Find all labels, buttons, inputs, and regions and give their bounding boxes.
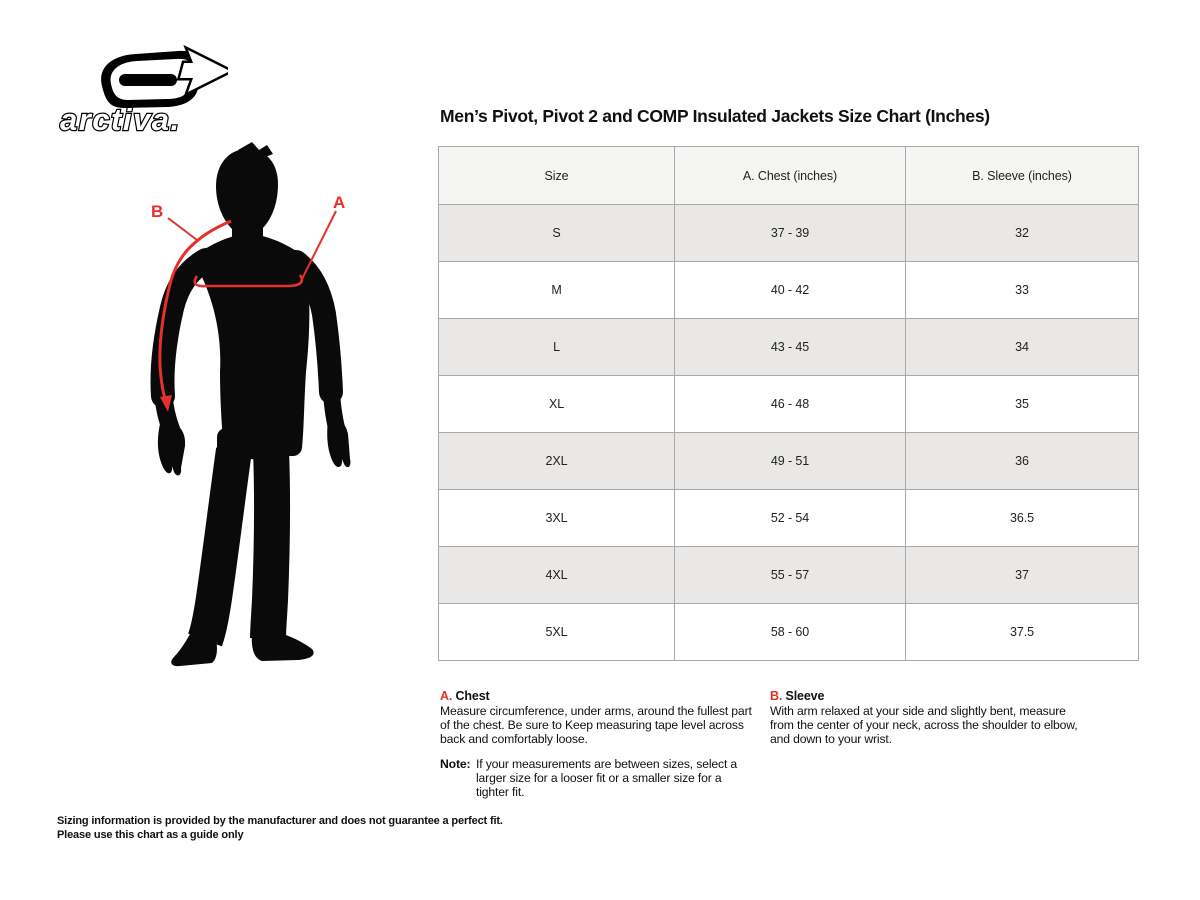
- size-cell: XL: [439, 376, 675, 433]
- sizing-note: [440, 757, 750, 799]
- arctiva-arrow-emblem-icon: [101, 50, 228, 108]
- size-cell: L: [439, 319, 675, 376]
- sleeve-footnote-body: With arm relaxed at your side and slightly bent, measure from the center of your neck, across the shoulder to elbow, and down to your wrist.: [770, 704, 1078, 746]
- note-label: Note:: [440, 757, 471, 771]
- note-body: If your measurements are between sizes, select a larger size for a looser fit or a smaller size for a tighter fit.: [476, 757, 738, 799]
- size-cell: 2XL: [439, 433, 675, 490]
- chest-cell: 40 - 42: [675, 262, 906, 319]
- chest-cell: 37 - 39: [675, 205, 906, 262]
- table-row: [439, 205, 1139, 262]
- figure-label-a: A: [333, 193, 346, 212]
- chest-footnote: [440, 689, 755, 746]
- sleeve-cell: 35: [906, 376, 1139, 433]
- sleeve-pointer-line: [168, 218, 197, 240]
- page-title: Men’s Pivot, Pivot 2 and COMP Insulated Jackets Size Chart (Inches): [440, 106, 990, 126]
- header-size: Size: [439, 147, 675, 205]
- disclaimer: [57, 815, 503, 842]
- disclaimer-line1: Sizing information is provided by the manufacturer and does not guarantee a perfect fit.: [57, 815, 503, 827]
- chest-cell: 43 - 45: [675, 319, 906, 376]
- sleeve-cell: 36.5: [906, 490, 1139, 547]
- chest-cell: 46 - 48: [675, 376, 906, 433]
- sleeve-cell: 32: [906, 205, 1139, 262]
- measurement-figure: [115, 128, 425, 693]
- chest-cell: 55 - 57: [675, 547, 906, 604]
- sleeve-footnote: [770, 689, 1090, 746]
- sleeve-footnote-heading: [770, 689, 1090, 703]
- chest-footnote-body: Measure circumference, under arms, around the fullest part of the chest. Be sure to Keep measuring tape level across back and comfortably loose.: [440, 704, 752, 746]
- size-cell: M: [439, 262, 675, 319]
- sleeve-cell: 33: [906, 262, 1139, 319]
- figure-label-b: B: [151, 202, 164, 221]
- sleeve-title: Sleeve: [785, 689, 825, 703]
- size-cell: 5XL: [439, 604, 675, 661]
- size-cell: 3XL: [439, 490, 675, 547]
- table-row: [439, 490, 1139, 547]
- sleeve-cell: 37.5: [906, 604, 1139, 661]
- man-silhouette-icon: [158, 142, 351, 666]
- table-row: [439, 547, 1139, 604]
- table-header-row: [439, 147, 1139, 205]
- table-row: [439, 433, 1139, 490]
- disclaimer-line2: Please use this chart as a guide only: [57, 828, 244, 841]
- arctiva-wordmark: arctiva.: [60, 102, 181, 137]
- chest-footnote-heading: [440, 689, 755, 703]
- sleeve-cell: 34: [906, 319, 1139, 376]
- arctiva-logo: [58, 42, 228, 137]
- sleeve-cell: 37: [906, 547, 1139, 604]
- table-row: [439, 262, 1139, 319]
- chest-title: Chest: [455, 689, 490, 703]
- chest-letter: A.: [440, 689, 453, 703]
- sleeve-cell: 36: [906, 433, 1139, 490]
- table-row: [439, 319, 1139, 376]
- sleeve-letter: B.: [770, 689, 783, 703]
- chest-cell: 49 - 51: [675, 433, 906, 490]
- size-cell: S: [439, 205, 675, 262]
- chest-cell: 58 - 60: [675, 604, 906, 661]
- size-cell: 4XL: [439, 547, 675, 604]
- header-sleeve: B. Sleeve (inches): [906, 147, 1139, 205]
- chest-cell: 52 - 54: [675, 490, 906, 547]
- size-chart-table: [438, 146, 1139, 661]
- table-row: [439, 604, 1139, 661]
- table-row: [439, 376, 1139, 433]
- header-chest: A. Chest (inches): [675, 147, 906, 205]
